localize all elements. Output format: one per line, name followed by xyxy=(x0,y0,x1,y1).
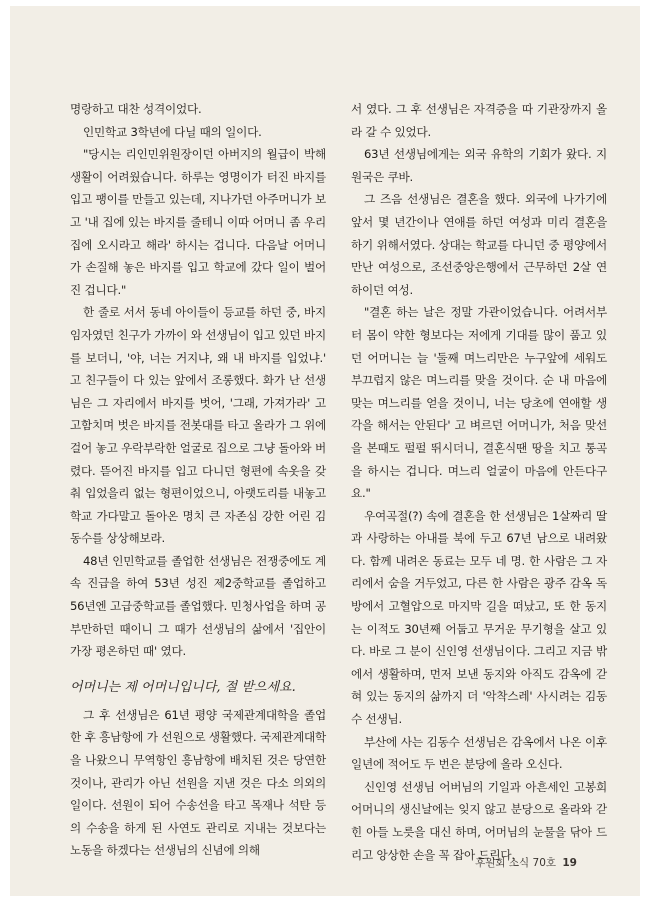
left-column xyxy=(70,98,326,862)
paragraph: 인민학교 3학년에 다닐 때의 일이다. xyxy=(83,124,262,139)
paragraph: "결혼 하는 날은 정말 가관이었습니다. 어려서부터 몸이 약한 형보다는 저에게 기대를 많이 품고 있던 어머니는 늘 '둘째 며느리만은 누구앞에 세워도 부끄럽지 않은 며느리를 맞을 것이다. 순 내 마음에 맞는 며느리를 얻을 것이니, 너는 당초에 연애할 생각을 해서는 안된다' 고 벼르던 어머니가, 처음 맞선을 본때도 펄펄 뛰시더니, 결혼식땐 땅을 치고 통곡을 하시는 겁니다. 며느리 얼굴이 마음에 안든다구요." xyxy=(351,305,607,501)
paragraph: 신인영 선생님 어버님의 기일과 아흔세인 고봉희 어머니의 생신날에는 잊지 않고 분당으로 올라와 갇힌 아들 노릇을 대신 하며, 어머님의 눈물을 닦아 드리고 앙상한 손을 꼭 잡아 드린다. xyxy=(351,779,607,862)
paragraph: 우여곡절(?) 속에 결혼을 한 선생님은 1살짜리 딸과 사랑하는 아내를 북에 두고 67년 남으로 내려왔다. 함께 내려온 동료는 모두 네 명. 한 사람은 그 자리에서 숨을 거두었고, 다른 한 사람은 광주 감옥 독방에서 고혈압으로 마지막 길을 떠났고, 또 한 동지는 이적도 30년째 어둡고 무거운 무기형을 살고 있다. 바로 그 분이 신인영 선생님이다. 그리고 지금 밖에서 생활하며, 먼저 보낸 동지와 아직도 감옥에 갇혀 있는 동지의 삶까지 더 '악착스레' 사시려는 김동수 선생님. xyxy=(351,508,607,727)
paragraph: 한 줄로 서서 동네 아이들이 등교를 하던 중, 바지 임자였던 친구가 가까이 와 선생님이 입고 있던 바지를 보더니, '야, 너는 거지냐, 왜 내 바지를 입었냐.' 고 친구들이 다 있는 앞에서 조롱했다. 화가 난 선생님은 그 자리에서 바지를 벗어, '그래, 가져가라' 고 고함치며 벗은 바지를 전봇대를 타고 올라가 그 위에 걸어 놓고 우락부락한 얼굴로 집으로 그냥 돌아와 버렸다. 뜯어진 바지를 입고 다니던 형편에 속옷을 갖춰 입었을리 없는 형편이었으니, 아랫도리를 내놓고 학교 가다말고 돌아온 명치 큰 자존심 강한 어린 김동수를 상상해보라. xyxy=(70,305,326,546)
magazine-page xyxy=(10,6,640,896)
page-number: 19 xyxy=(562,857,577,869)
paragraph: 63년 선생님에게는 외국 유학의 기회가 왔다. 지원국은 쿠바. xyxy=(351,147,607,184)
paragraph: 48년 인민학교를 졸업한 선생님은 전쟁중에도 계속 진급을 하여 53년 성진 제2중학교를 졸업하고 56년엔 고급중학교를 졸업했다. 민청사업을 하며 공부만하던 때이니 그 때가 선생님의 삶에서 '집안이 가장 평온하던 때' 였다. xyxy=(70,553,326,659)
paragraph: 명랑하고 대찬 성격이었다. xyxy=(70,102,202,116)
section-subheading: 어머니는 제 어머니입니다, 절 받으세요. xyxy=(70,679,296,695)
paragraph: 서 였다. 그 후 선생님은 자격증을 따 기관장까지 올라 갈 수 있었다. xyxy=(351,102,607,139)
issue-label: 후원회 소식 70호 xyxy=(475,857,557,869)
paragraph: "당시는 리인민위원장이던 아버지의 월급이 박해 생활이 어려웠습니다. 하루는 영명이가 터진 바지를 입고 팽이를 만들고 있는데, 지나가던 아주머니가 보고 '내 집에 있는 바지를 줄테니 이따 어머니 좀 우리집에 오시라고 해라' 하시는 겁니다. 다음날 어머니가 손질해 놓은 바지를 입고 학교에 갔다 일이 벌어진 겁니다." xyxy=(70,147,326,297)
paragraph: 그 후 선생님은 61년 평양 국제관계대학을 졸업한 후 흥남항에 가 선원으로 생활했다. 국제관계대학을 나왔으니 무역항인 흥남항에 배치된 것은 당연한 것이나, 관리가 아닌 선원을 지낸 것은 다소 의외의 일이다. 선원이 되어 수송선을 타고 목재나 석탄 등의 수송을 하게 된 사연도 관리로 지내는 것보다는 노동을 하겠다는 선생님의 신념에 의해 xyxy=(70,707,326,858)
right-column xyxy=(351,98,607,866)
paragraph: 그 즈음 선생님은 결혼을 했다. 외국에 나가기에 앞서 몇 년간이나 연애를 하던 여성과 미리 결혼을 하기 위해서였다. 상대는 학교를 다니던 중 평양에서 만난 여성으로, 조선중앙은행에서 근무하던 2살 연하이던 여성. xyxy=(351,192,607,297)
page-footer xyxy=(475,855,577,870)
paragraph: 부산에 사는 김동수 선생님은 감옥에서 나온 이후 일년에 적어도 두 번은 분당에 올라 오신다. xyxy=(351,734,607,772)
